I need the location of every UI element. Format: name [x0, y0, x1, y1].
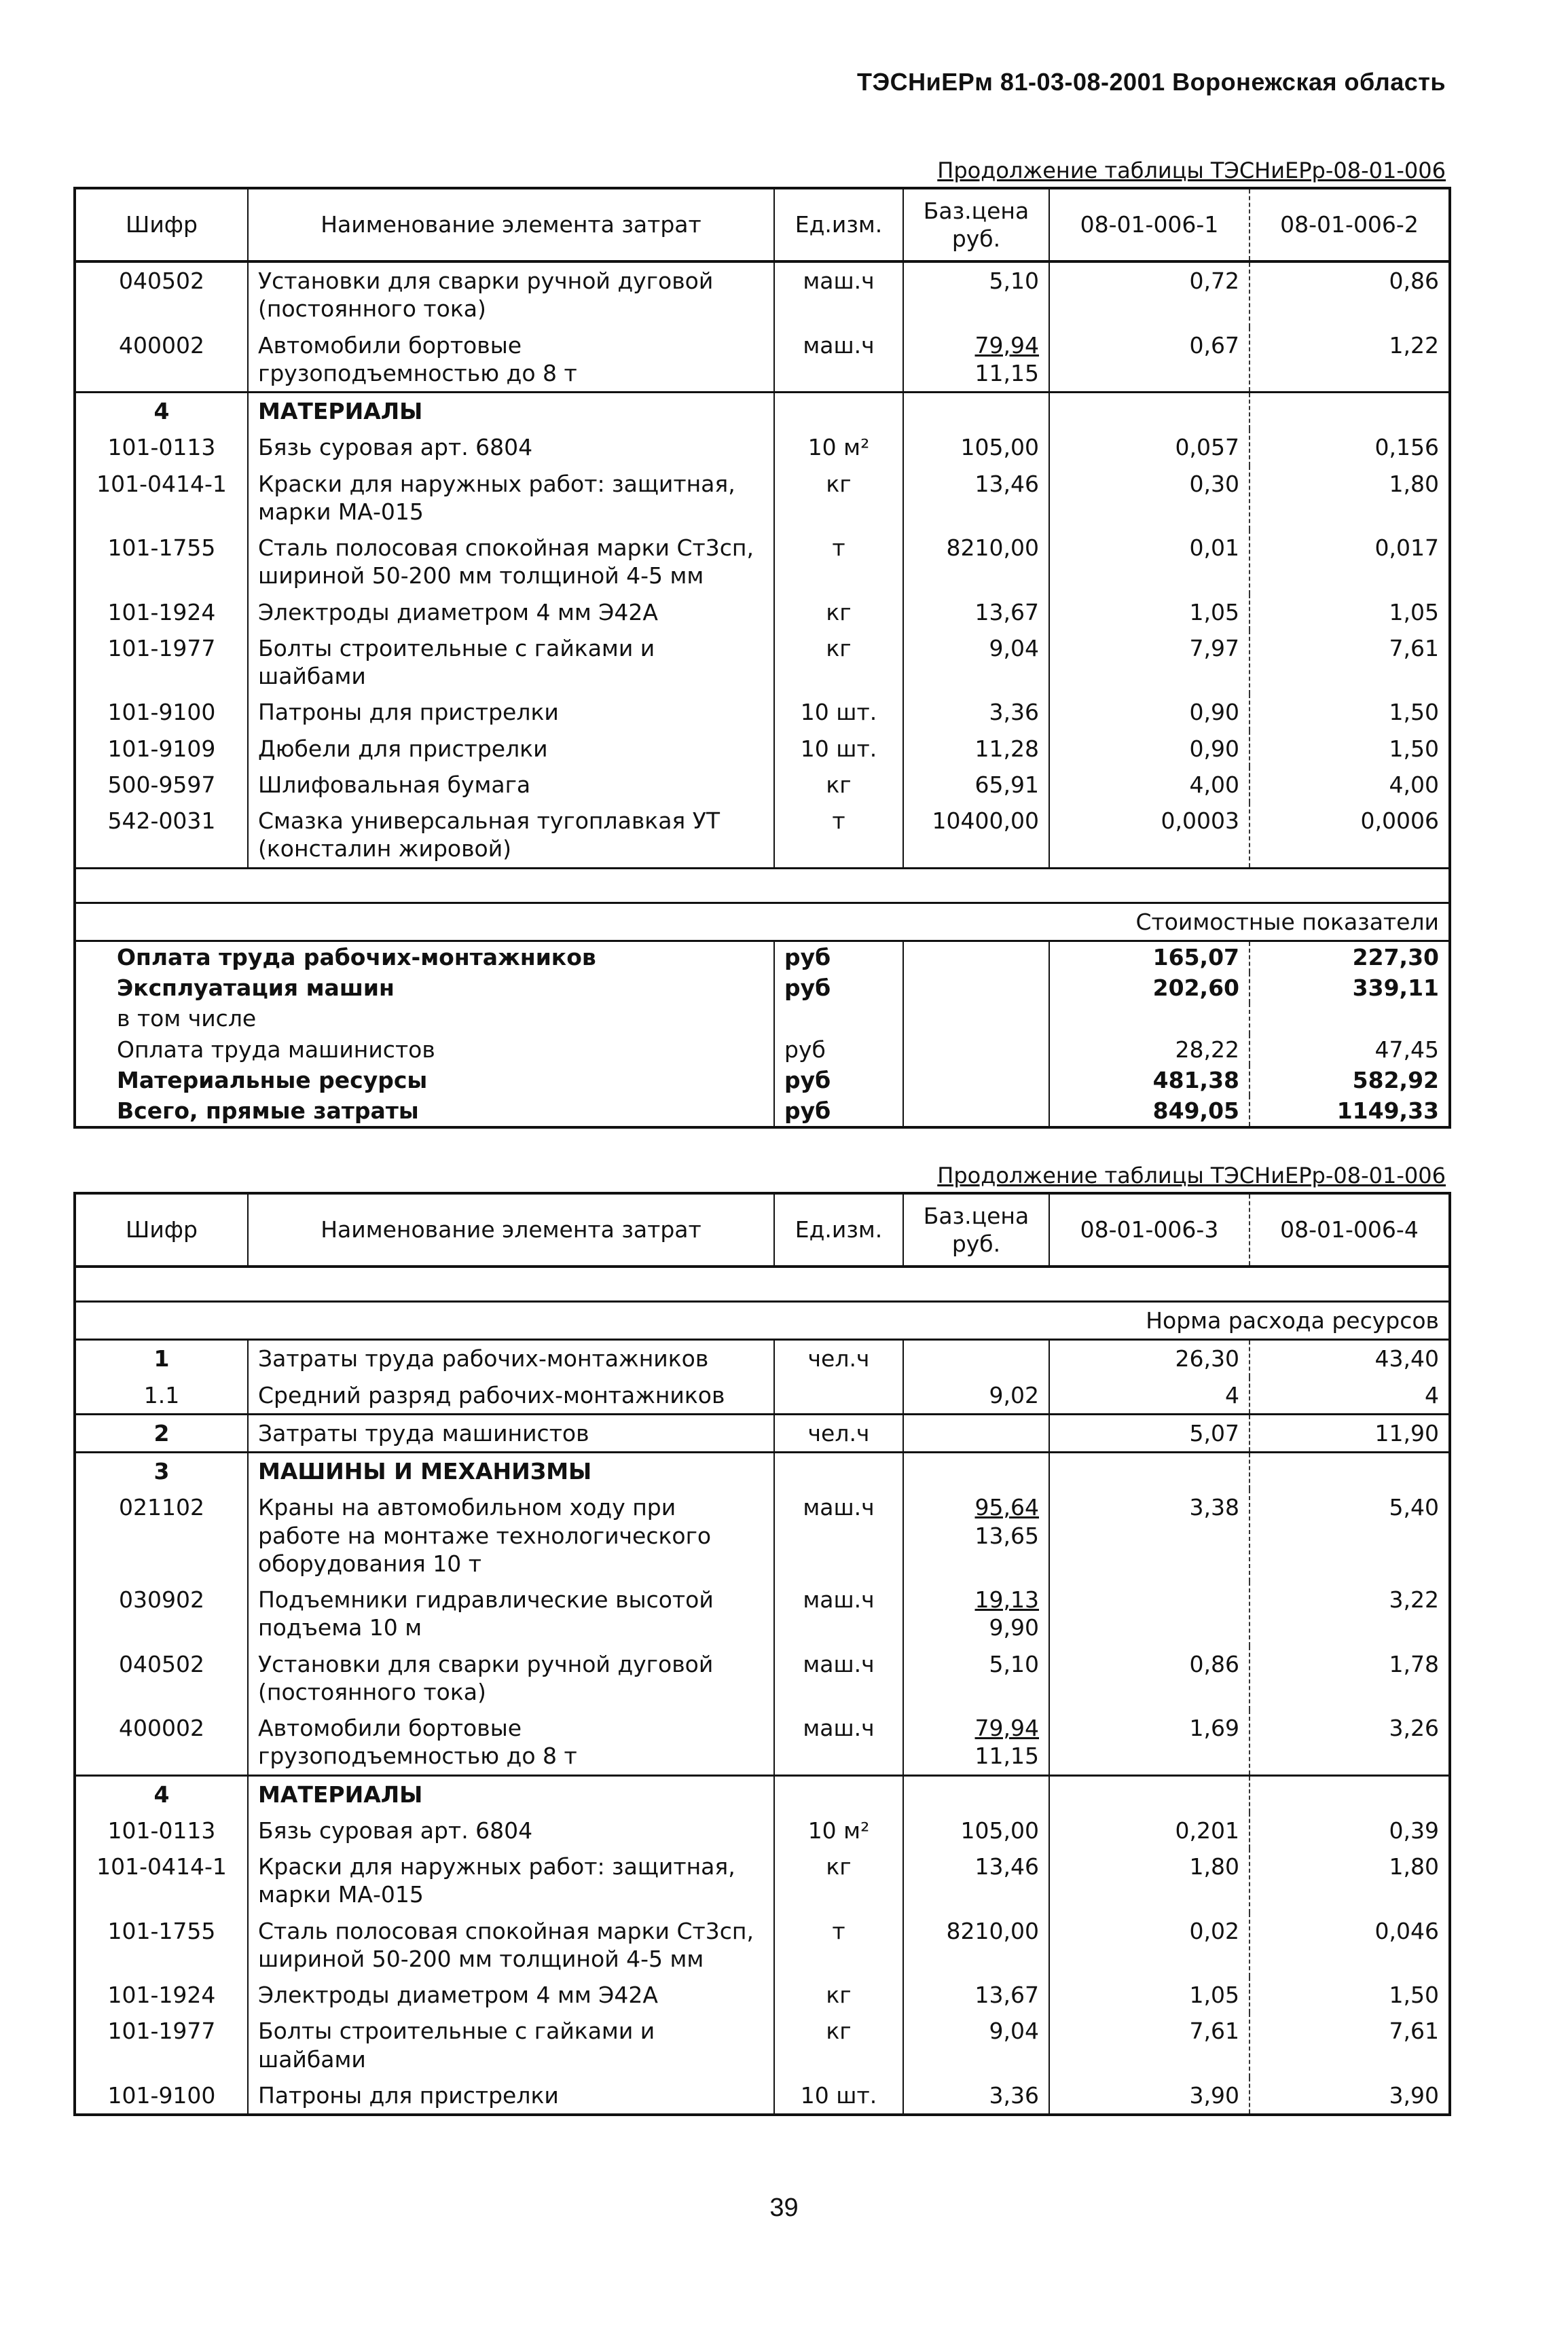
- value-b-cell: 47,45: [1250, 1034, 1450, 1065]
- table-row: [75, 1377, 1450, 1415]
- table-row: [75, 767, 1450, 803]
- price-value: 10400,00: [932, 807, 1039, 834]
- price-value: 19,13: [974, 1586, 1039, 1613]
- price-value: 5,10: [989, 268, 1039, 294]
- price-cell: [903, 1414, 1049, 1452]
- value-a-cell: [1049, 393, 1250, 430]
- name-cell: Электроды диаметром 4 мм Э42А: [248, 594, 774, 630]
- table-row: [75, 2077, 1450, 2115]
- name-cell: Автомобили бортовые грузоподъемностью до 8 т: [248, 1710, 774, 1775]
- unit-cell: руб: [774, 1095, 903, 1127]
- cost-row: [75, 1095, 1450, 1127]
- value-b-cell: 0,39: [1250, 1813, 1450, 1849]
- code-cell: 101-0414-1: [96, 1853, 227, 1880]
- value-a-cell: 165,07: [1049, 941, 1250, 972]
- unit-cell: т: [774, 1913, 903, 1978]
- code-cell: 101-0414-1: [96, 470, 227, 497]
- price-value: 11,28: [974, 735, 1039, 762]
- value-a-cell: 202,60: [1049, 972, 1250, 1003]
- code-cell: 021102: [119, 1494, 204, 1521]
- spacer-cell: [75, 1267, 1450, 1302]
- unit-cell: 10 шт.: [774, 2077, 903, 2115]
- price-cell: [903, 261, 1049, 327]
- section-title: Затраты труда машинистов: [248, 1414, 774, 1452]
- price-value: 13,46: [974, 470, 1039, 497]
- value-a-cell: 1,69: [1049, 1710, 1250, 1775]
- price-value: 9,04: [989, 634, 1039, 661]
- unit-cell: руб: [774, 972, 903, 1003]
- spacer-row: [75, 1267, 1450, 1302]
- value-b-cell: 0,017: [1250, 530, 1450, 594]
- unit-cell: [774, 1775, 903, 1813]
- code-cell: 1.1: [143, 1381, 180, 1408]
- name-cell: Затраты труда рабочих-монтажников: [248, 1340, 774, 1377]
- price-driver-wage: 11,15: [974, 359, 1039, 386]
- name-cell: Установки для сварки ручной дуговой (постоянного тока): [248, 1646, 774, 1711]
- section-title: МАШИНЫ И МЕХАНИЗМЫ: [248, 1453, 774, 1490]
- table2: [73, 1192, 1451, 2116]
- value-b-cell: 3,90: [1250, 2077, 1450, 2115]
- value-b-cell: 1,80: [1250, 1849, 1450, 1913]
- price-value: 8210,00: [946, 1917, 1039, 1944]
- unit-cell: маш.ч: [774, 261, 903, 327]
- value-a-cell: [1049, 1582, 1250, 1646]
- value-a-cell: 0,90: [1049, 694, 1250, 730]
- code-cell: 101-1977: [107, 2018, 216, 2045]
- unit-cell: т: [774, 803, 903, 868]
- value-a-cell: 0,01: [1049, 530, 1250, 594]
- price-cell: [903, 630, 1049, 695]
- price-value: 95,64: [974, 1494, 1039, 1521]
- unit-cell: маш.ч: [774, 1582, 903, 1646]
- code-cell: 040502: [119, 268, 204, 294]
- unit-cell: кг: [774, 466, 903, 530]
- value-a-cell: 0,30: [1049, 466, 1250, 530]
- price-cell: [903, 1710, 1049, 1775]
- name-cell: Краны на автомобильном ходу при работе на монтаже технологического оборудования 10 т: [248, 1489, 774, 1582]
- value-a-cell: 3,38: [1049, 1489, 1250, 1582]
- value-a-cell: [1049, 1775, 1250, 1813]
- price-cell: [903, 1377, 1049, 1415]
- cost-indicators-label-row: [75, 903, 1450, 941]
- price-driver-wage: 13,65: [974, 1522, 1039, 1549]
- value-a-cell: 481,38: [1049, 1065, 1250, 1095]
- value-a-cell: 1,05: [1049, 594, 1250, 630]
- price-cell: [903, 2077, 1049, 2115]
- name-cell: Патроны для пристрелки: [248, 694, 774, 730]
- name-cell: Краски для наружных работ: защитная, марки МА-015: [248, 466, 774, 530]
- col-price-header: Баз.цена руб.: [903, 1193, 1049, 1267]
- value-b-cell: 582,92: [1250, 1065, 1450, 1095]
- col-code-header: Шифр: [75, 1193, 248, 1267]
- section-row: [75, 1453, 1450, 1490]
- table-row: [75, 1582, 1450, 1646]
- value-a-cell: 0,67: [1049, 327, 1250, 393]
- price-cell: [903, 767, 1049, 803]
- value-b-cell: 7,61: [1250, 2013, 1450, 2077]
- price-value: 9,04: [989, 2018, 1039, 2045]
- table-row: [75, 803, 1450, 868]
- col-a-header: 08-01-006-1: [1049, 188, 1250, 261]
- name-cell: Бязь суровая арт. 6804: [248, 429, 774, 465]
- price-value: 79,94: [974, 1715, 1039, 1741]
- section-code: 2: [75, 1414, 248, 1452]
- code-cell: 400002: [119, 1715, 204, 1741]
- price-cell: [903, 1340, 1049, 1377]
- price-cell: [903, 429, 1049, 465]
- value-b-cell: 43,40: [1250, 1340, 1450, 1377]
- unit-cell: [774, 393, 903, 430]
- cost-name: в том числе: [117, 1005, 257, 1032]
- name-cell: Электроды диаметром 4 мм Э42А: [248, 1977, 774, 2013]
- value-a-cell: 0,0003: [1049, 803, 1250, 868]
- table1-header-row: [75, 188, 1450, 261]
- price-cell: [903, 1582, 1049, 1646]
- price-value: 79,94: [974, 331, 1039, 359]
- col-price-header: Баз.цена руб.: [903, 188, 1049, 261]
- code-cell: 101-1755: [107, 1917, 216, 1944]
- price-value: 105,00: [960, 434, 1039, 461]
- cost-row: [75, 972, 1450, 1003]
- resource-norm-label: Норма расхода ресурсов: [75, 1302, 1450, 1340]
- section-code: 4: [75, 1775, 248, 1813]
- code-cell: 542-0031: [107, 807, 216, 834]
- cost-name: Оплата труда рабочих-монтажников: [75, 941, 774, 972]
- spacer-row: [75, 868, 1450, 903]
- table-row: [75, 1913, 1450, 1978]
- section-title: МАТЕРИАЛЫ: [248, 1775, 774, 1813]
- unit-cell: маш.ч: [774, 1710, 903, 1775]
- price-cell: [903, 1775, 1049, 1813]
- value-a-cell: 3,90: [1049, 2077, 1250, 2115]
- code-cell: 400002: [119, 331, 204, 359]
- code-cell: 1: [75, 1340, 248, 1377]
- name-cell: Средний разряд рабочих-монтажников: [248, 1377, 774, 1415]
- cost-row: [75, 1003, 1450, 1034]
- value-b-cell: 11,90: [1250, 1414, 1450, 1452]
- price-driver-wage: 11,15: [974, 1743, 1039, 1770]
- unit-cell: [774, 1377, 903, 1415]
- table-row: [75, 429, 1450, 465]
- price-driver-wage: 9,90: [989, 1614, 1039, 1641]
- price-cell: [903, 1034, 1049, 1065]
- unit-cell: кг: [774, 1849, 903, 1913]
- table-row: [75, 694, 1450, 730]
- value-a-cell: 1,80: [1049, 1849, 1250, 1913]
- value-a-cell: 4: [1049, 1377, 1250, 1415]
- unit-cell: 10 м²: [774, 1813, 903, 1849]
- col-b-header: 08-01-006-2: [1250, 188, 1450, 261]
- price-cell: [903, 530, 1049, 594]
- value-b-cell: 1,50: [1250, 731, 1450, 767]
- value-a-cell: 26,30: [1049, 1340, 1250, 1377]
- value-b-cell: 1,22: [1250, 327, 1450, 393]
- name-cell: Патроны для пристрелки: [248, 2077, 774, 2115]
- value-a-cell: 849,05: [1049, 1095, 1250, 1127]
- table1-caption: Продолжение таблицы ТЭСНиЕРр-08-01-006: [937, 158, 1446, 183]
- cost-row: [75, 1065, 1450, 1095]
- col-b-header: 08-01-006-4: [1250, 1193, 1450, 1267]
- unit-cell: кг: [774, 767, 903, 803]
- value-b-cell: [1250, 1003, 1450, 1034]
- price-value: 8210,00: [946, 534, 1039, 561]
- table-row: [75, 1977, 1450, 2013]
- cost-name: Эксплуатация машин: [117, 975, 395, 1001]
- price-value: 5,10: [989, 1650, 1039, 1677]
- unit-cell: 10 шт.: [774, 731, 903, 767]
- value-b-cell: [1250, 1453, 1450, 1490]
- cost-row: [75, 941, 1450, 972]
- price-cell: [903, 1813, 1049, 1849]
- page-title: ТЭСНиЕРм 81-03-08-2001 Воронежская область: [857, 68, 1446, 96]
- name-cell: Бязь суровая арт. 6804: [248, 1813, 774, 1849]
- table-row: [75, 1646, 1450, 1711]
- code-cell: 101-1977: [107, 634, 216, 661]
- price-cell: [903, 941, 1049, 972]
- value-b-cell: 1,50: [1250, 694, 1450, 730]
- price-cell: [903, 466, 1049, 530]
- table-row: [75, 1489, 1450, 1582]
- table-row: [75, 1849, 1450, 1913]
- price-cell: [903, 327, 1049, 393]
- value-a-cell: 0,72: [1049, 261, 1250, 327]
- value-b-cell: 1,78: [1250, 1646, 1450, 1711]
- value-b-cell: 4,00: [1250, 767, 1450, 803]
- name-cell: Установки для сварки ручной дуговой (постоянного тока): [248, 261, 774, 327]
- name-cell: Подъемники гидравлические высотой подъема 10 м: [248, 1582, 774, 1646]
- name-cell: Смазка универсальная тугоплавкая УТ (консталин жировой): [248, 803, 774, 868]
- price-value: 65,91: [974, 771, 1039, 798]
- value-a-cell: [1049, 1453, 1250, 1490]
- name-cell: Краски для наружных работ: защитная, марки МА-015: [248, 1849, 774, 1913]
- price-cell: [903, 1003, 1049, 1034]
- unit-cell: маш.ч: [774, 327, 903, 393]
- section-title: МАТЕРИАЛЫ: [248, 393, 774, 430]
- price-cell: [903, 1489, 1049, 1582]
- price-cell: [903, 1913, 1049, 1978]
- price-value: 105,00: [960, 1817, 1039, 1844]
- value-a-cell: [1049, 1003, 1250, 1034]
- unit-cell: руб: [774, 1034, 903, 1065]
- price-cell: [903, 972, 1049, 1003]
- name-cell: Сталь полосовая спокойная марки Ст3сп, шириной 50-200 мм толщиной 4-5 мм: [248, 1913, 774, 1978]
- value-b-cell: 5,40: [1250, 1489, 1450, 1582]
- table-row: [75, 594, 1450, 630]
- section-row: [75, 393, 1450, 430]
- value-b-cell: 0,86: [1250, 261, 1450, 327]
- unit-cell: кг: [774, 630, 903, 695]
- table-row: [75, 1710, 1450, 1775]
- table-row: [75, 530, 1450, 594]
- table-row: [75, 466, 1450, 530]
- value-a-cell: 4,00: [1049, 767, 1250, 803]
- price-value: 13,67: [974, 1982, 1039, 2008]
- price-cell: [903, 1453, 1049, 1490]
- col-unit-header: Ед.изм.: [774, 188, 903, 261]
- value-a-cell: 0,86: [1049, 1646, 1250, 1711]
- value-a-cell: 0,057: [1049, 429, 1250, 465]
- value-b-cell: 1,80: [1250, 466, 1450, 530]
- section-code: 3: [75, 1453, 248, 1490]
- unit-cell: 10 м²: [774, 429, 903, 465]
- code-cell: 101-1755: [107, 534, 216, 561]
- price-cell: [903, 594, 1049, 630]
- table2-caption: Продолжение таблицы ТЭСНиЕРр-08-01-006: [937, 1163, 1446, 1188]
- code-cell: 101-1924: [107, 598, 216, 625]
- price-cell: [903, 1977, 1049, 2013]
- value-b-cell: 1,50: [1250, 1977, 1450, 2013]
- col-name-header: Наименование элемента затрат: [248, 1193, 774, 1267]
- unit-cell: чел.ч: [774, 1414, 903, 1452]
- unit-cell: 10 шт.: [774, 694, 903, 730]
- value-b-cell: 0,0006: [1250, 803, 1450, 868]
- unit-cell: кг: [774, 1977, 903, 2013]
- table-row: [75, 2013, 1450, 2077]
- value-b-cell: 0,046: [1250, 1913, 1450, 1978]
- col-a-header: 08-01-006-3: [1049, 1193, 1250, 1267]
- price-value: 13,46: [974, 1853, 1039, 1880]
- page-number: 39: [769, 2194, 799, 2222]
- section-code: 4: [75, 393, 248, 430]
- price-value: 3,36: [989, 699, 1039, 726]
- value-a-cell: 7,97: [1049, 630, 1250, 695]
- value-b-cell: 4: [1250, 1377, 1450, 1415]
- price-cell: [903, 1646, 1049, 1711]
- value-b-cell: 1,05: [1250, 594, 1450, 630]
- cost-row: [75, 1034, 1450, 1065]
- table2-body: [75, 1267, 1450, 2115]
- unit-cell: маш.ч: [774, 1646, 903, 1711]
- price-cell: [903, 2013, 1049, 2077]
- value-a-cell: 28,22: [1049, 1034, 1250, 1065]
- code-cell: 101-0113: [107, 434, 216, 461]
- unit-cell: чел.ч: [774, 1340, 903, 1377]
- price-value: 13,67: [974, 598, 1039, 625]
- cost-name: Материальные ресурсы: [117, 1066, 428, 1093]
- table-row: [75, 327, 1450, 393]
- spacer-cell: [75, 868, 1450, 903]
- col-unit-header: Ед.изм.: [774, 1193, 903, 1267]
- value-b-cell: [1250, 1775, 1450, 1813]
- code-cell: 101-9109: [107, 735, 216, 762]
- name-cell: Дюбели для пристрелки: [248, 731, 774, 767]
- code-cell: 500-9597: [107, 771, 216, 798]
- code-cell: 030902: [119, 1586, 204, 1613]
- table-row: [75, 630, 1450, 695]
- code-cell: 101-1924: [107, 1982, 216, 2008]
- name-cell: Сталь полосовая спокойная марки Ст3сп, шириной 50-200 мм толщиной 4-5 мм: [248, 530, 774, 594]
- value-b-cell: 0,156: [1250, 429, 1450, 465]
- value-a-cell: 0,02: [1049, 1913, 1250, 1978]
- value-b-cell: 1149,33: [1250, 1095, 1450, 1127]
- price-cell: [903, 1065, 1049, 1095]
- unit-cell: [774, 1003, 903, 1034]
- price-cell: [903, 803, 1049, 868]
- name-cell: Болты строительные с гайками и шайбами: [248, 2013, 774, 2077]
- price-cell: [903, 393, 1049, 430]
- name-cell: Шлифовальная бумага: [248, 767, 774, 803]
- unit-cell: кг: [774, 594, 903, 630]
- code-cell: 101-0113: [107, 1817, 216, 1844]
- value-b-cell: 3,22: [1250, 1582, 1450, 1646]
- value-b-cell: [1250, 393, 1450, 430]
- code-cell: 101-9100: [107, 699, 216, 726]
- value-a-cell: 1,05: [1049, 1977, 1250, 2013]
- resource-norm-label-row: [75, 1302, 1450, 1340]
- table-row: [75, 731, 1450, 767]
- unit-cell: [774, 1453, 903, 1490]
- price-cell: [903, 731, 1049, 767]
- table1-body: [75, 261, 1450, 1127]
- table-row: [75, 1813, 1450, 1849]
- value-a-cell: 5,07: [1049, 1414, 1250, 1452]
- unit-cell: маш.ч: [774, 1489, 903, 1582]
- cost-name: Всего, прямые затраты: [117, 1097, 419, 1124]
- price-value: 9,02: [989, 1381, 1039, 1408]
- unit-cell: руб: [774, 941, 903, 972]
- unit-cell: т: [774, 530, 903, 594]
- price-cell: [903, 1095, 1049, 1127]
- cost-name: Оплата труда машинистов: [117, 1036, 435, 1063]
- name-cell: Болты строительные с гайками и шайбами: [248, 630, 774, 695]
- name-cell: Автомобили бортовые грузоподъемностью до 8 т: [248, 327, 774, 393]
- price-cell: [903, 1849, 1049, 1913]
- price-value: 3,36: [989, 2081, 1039, 2109]
- table-row: [75, 261, 1450, 327]
- section-row: [75, 1414, 1450, 1452]
- table2-header-row: [75, 1193, 1450, 1267]
- unit-cell: кг: [774, 2013, 903, 2077]
- section-row: [75, 1775, 1450, 1813]
- table1: [73, 187, 1451, 1129]
- value-a-cell: 0,201: [1049, 1813, 1250, 1849]
- value-b-cell: 3,26: [1250, 1710, 1450, 1775]
- value-a-cell: 7,61: [1049, 2013, 1250, 2077]
- col-name-header: Наименование элемента затрат: [248, 188, 774, 261]
- col-code-header: Шифр: [75, 188, 248, 261]
- table-row: [75, 1340, 1450, 1377]
- value-b-cell: 339,11: [1250, 972, 1450, 1003]
- cost-indicators-label: Стоимостные показатели: [75, 903, 1450, 941]
- value-a-cell: 0,90: [1049, 731, 1250, 767]
- value-b-cell: 7,61: [1250, 630, 1450, 695]
- code-cell: 101-9100: [107, 2081, 216, 2109]
- unit-cell: руб: [774, 1065, 903, 1095]
- code-cell: 040502: [119, 1650, 204, 1677]
- value-b-cell: 227,30: [1250, 941, 1450, 972]
- price-cell: [903, 694, 1049, 730]
